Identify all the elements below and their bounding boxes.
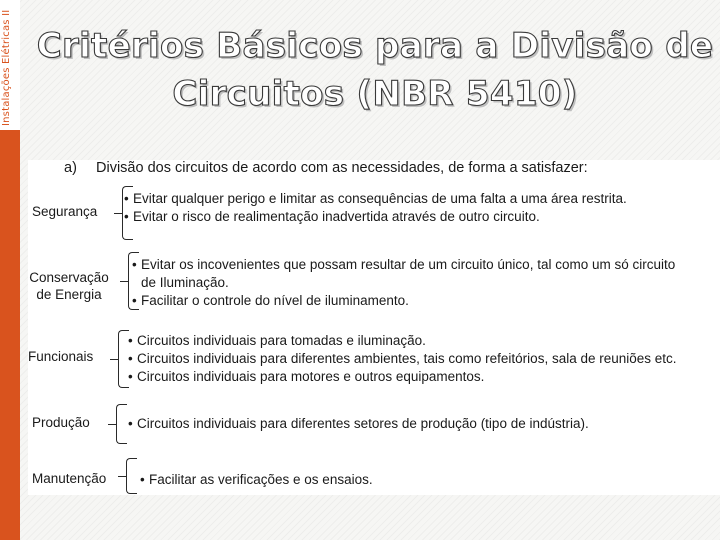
- list-item: • Evitar qualquer perigo e limitar as consequências de uma falta a uma área restrita.: [124, 191, 627, 206]
- items-funcionais: [128, 332, 677, 386]
- sidebar-course-label: Instalações Elétricas II: [1, 9, 12, 126]
- category-conservacao-line-2: de Energia: [36, 287, 102, 302]
- category-conservacao-line-1: Conservação: [29, 270, 109, 285]
- list-item: • Circuitos individuais para tomadas e iluminação.: [128, 333, 426, 348]
- list-item: • Facilitar as verificações e os ensaios.: [140, 472, 373, 487]
- slide-title-line-1: Critérios Básicos para a Divisão de: [36, 26, 714, 66]
- items-manutencao: [140, 471, 373, 489]
- content-panel: [28, 160, 720, 495]
- category-seguranca: Segurança: [32, 204, 98, 219]
- items-producao: [128, 415, 589, 433]
- list-item: • Facilitar o controle do nível de iluminamento.: [132, 293, 409, 308]
- list-item: • Circuitos individuais para diferentes setores de produção (tipo de indústria).: [128, 416, 589, 431]
- category-manutencao: Manutenção: [32, 471, 107, 486]
- list-item: • Evitar o risco de realimentação inadvertida através de outro circuito.: [124, 209, 540, 224]
- list-item-continuation: de Iluminação.: [141, 275, 229, 290]
- bracket-manutencao: [126, 458, 137, 494]
- intro-text: Divisão dos circuitos de acordo com as necessidades, de forma a satisfazer:: [96, 160, 588, 176]
- list-item: • Circuitos individuais para diferentes ambientes, tais como refeitórios, sala de reuniões etc.: [128, 351, 677, 366]
- sidebar-label-box: [0, 0, 20, 130]
- items-conservacao: [132, 256, 675, 310]
- slide-title: [30, 22, 720, 118]
- list-item: • Evitar os incovenientes que possam resultar de um circuito único, tal como um só circuito: [132, 257, 676, 272]
- category-funcionais: Funcionais: [28, 349, 94, 364]
- intro-line: [64, 160, 588, 176]
- category-producao: Produção: [32, 415, 90, 430]
- slide-title-line-2: Circuitos (NBR 5410): [172, 74, 578, 114]
- list-item: • Circuitos individuais para motores e outros equipamentos.: [128, 369, 485, 384]
- category-conservacao-energia: [28, 269, 110, 303]
- intro-letter: a): [64, 160, 77, 176]
- bracket-producao: [116, 404, 127, 444]
- items-seguranca: [124, 190, 627, 226]
